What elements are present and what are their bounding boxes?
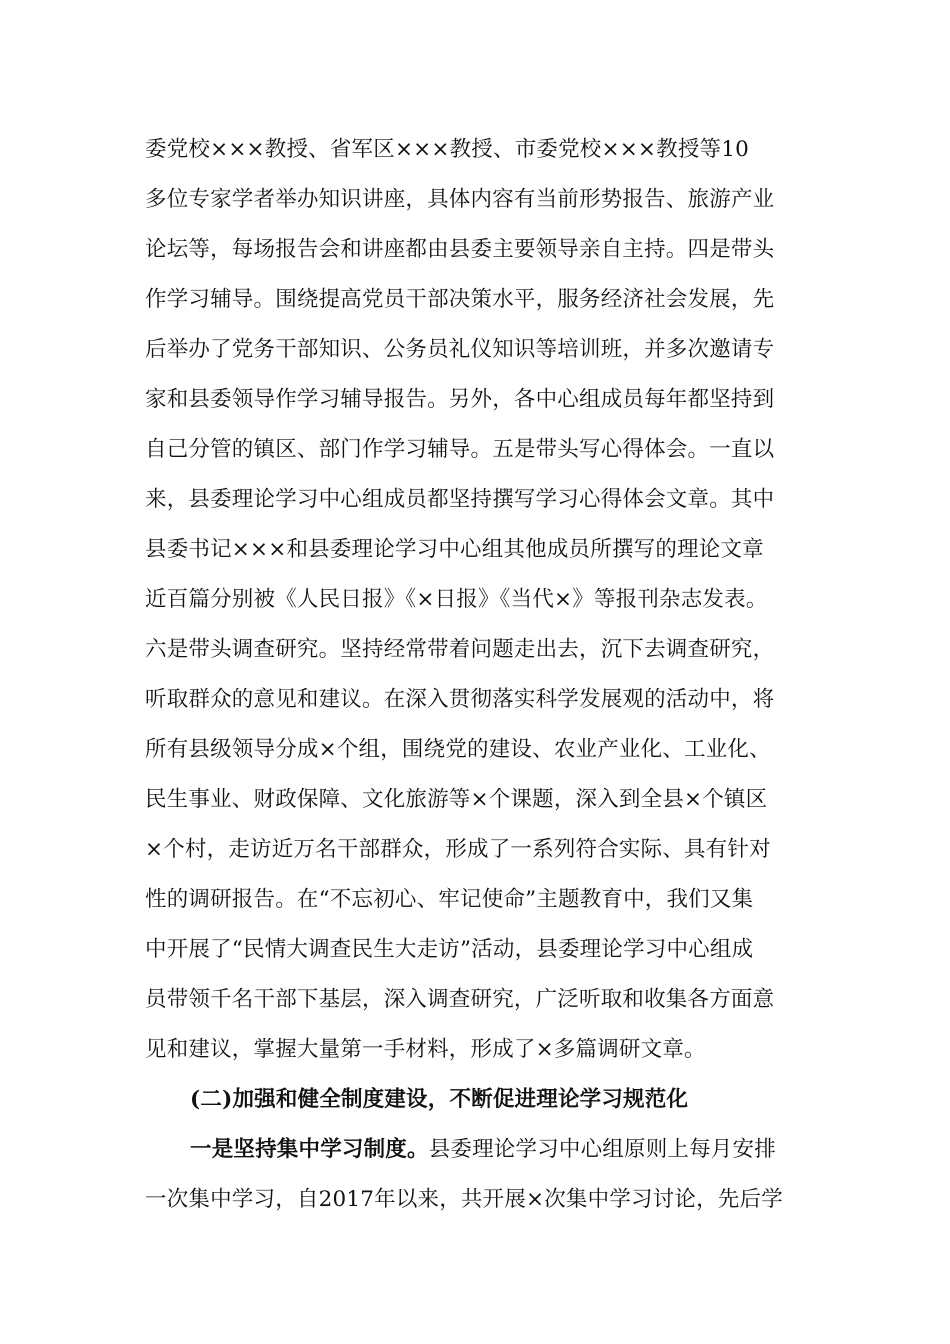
body-line: 自己分管的镇区、部门作学习辅导。五是带头写心得体会。一直以: [145, 437, 775, 462]
body-line: 六是带头调查研究。坚持经常带着问题走出去，沉下去调查研究，: [145, 637, 775, 662]
paragraph-lead-bold: 一是坚持集中学习制度。: [190, 1137, 429, 1162]
body-line: 论坛等，每场报告会和讲座都由县委主要领导亲自主持。四是带头: [145, 237, 775, 262]
body-line: 中开展了“民情大调查民生大走访”活动，县委理论学习中心组成: [145, 937, 754, 962]
body-line: 县委书记×××和县委理论学习中心组其他成员所撰写的理论文章: [145, 537, 764, 562]
body-line: 作学习辅导。围绕提高党员干部决策水平，服务经济社会发展，先: [145, 287, 775, 312]
body-line: 性的调研报告。在“不忘初心、牢记使命”主题教育中，我们又集: [145, 887, 754, 912]
paragraph-lead-rest: 县委理论学习中心组原则上每月安排: [428, 1137, 776, 1162]
body-line: 委党校×××教授、省军区×××教授、市委党校×××教授等10: [145, 137, 749, 162]
body-line: 民生事业、财政保障、文化旅游等×个课题，深入到全县×个镇区: [145, 787, 768, 812]
paragraph-first-line: [190, 1132, 850, 1168]
body-line: ×个村，走访近万名干部群众，形成了一系列符合实际、具有针对: [145, 837, 771, 862]
body-line: 员带领千名干部下基层，深入调查研究，广泛听取和收集各方面意: [145, 987, 775, 1012]
body-line: 家和县委领导作学习辅导报告。另外，各中心组成员每年都坚持到: [145, 387, 775, 412]
body-line: 见和建议，掌握大量第一手材料，形成了×多篇调研文章。: [145, 1037, 706, 1062]
body-line: 听取群众的意见和建议。在深入贯彻落实科学发展观的活动中，将: [145, 687, 775, 712]
body-line: 一次集中学习，自2017年以来，共开展×次集中学习讨论，先后学: [145, 1187, 783, 1212]
body-line: 近百篇分别被《人民日报》《×日报》《当代×》等报刊杂志发表。: [145, 587, 768, 612]
body-line: 后举办了党务干部知识、公务员礼仪知识等培训班，并多次邀请专: [145, 337, 775, 362]
body-line: 来，县委理论学习中心组成员都坚持撰写学习心得体会文章。其中: [145, 487, 775, 512]
body-line: 所有县级领导分成×个组，围绕党的建设、农业产业化、工业化、: [145, 737, 771, 762]
section-heading: (二)加强和健全制度建设，不断促进理论学习规范化: [190, 1087, 689, 1112]
body-line: 多位专家学者举办知识讲座，具体内容有当前形势报告、旅游产业: [145, 187, 775, 212]
